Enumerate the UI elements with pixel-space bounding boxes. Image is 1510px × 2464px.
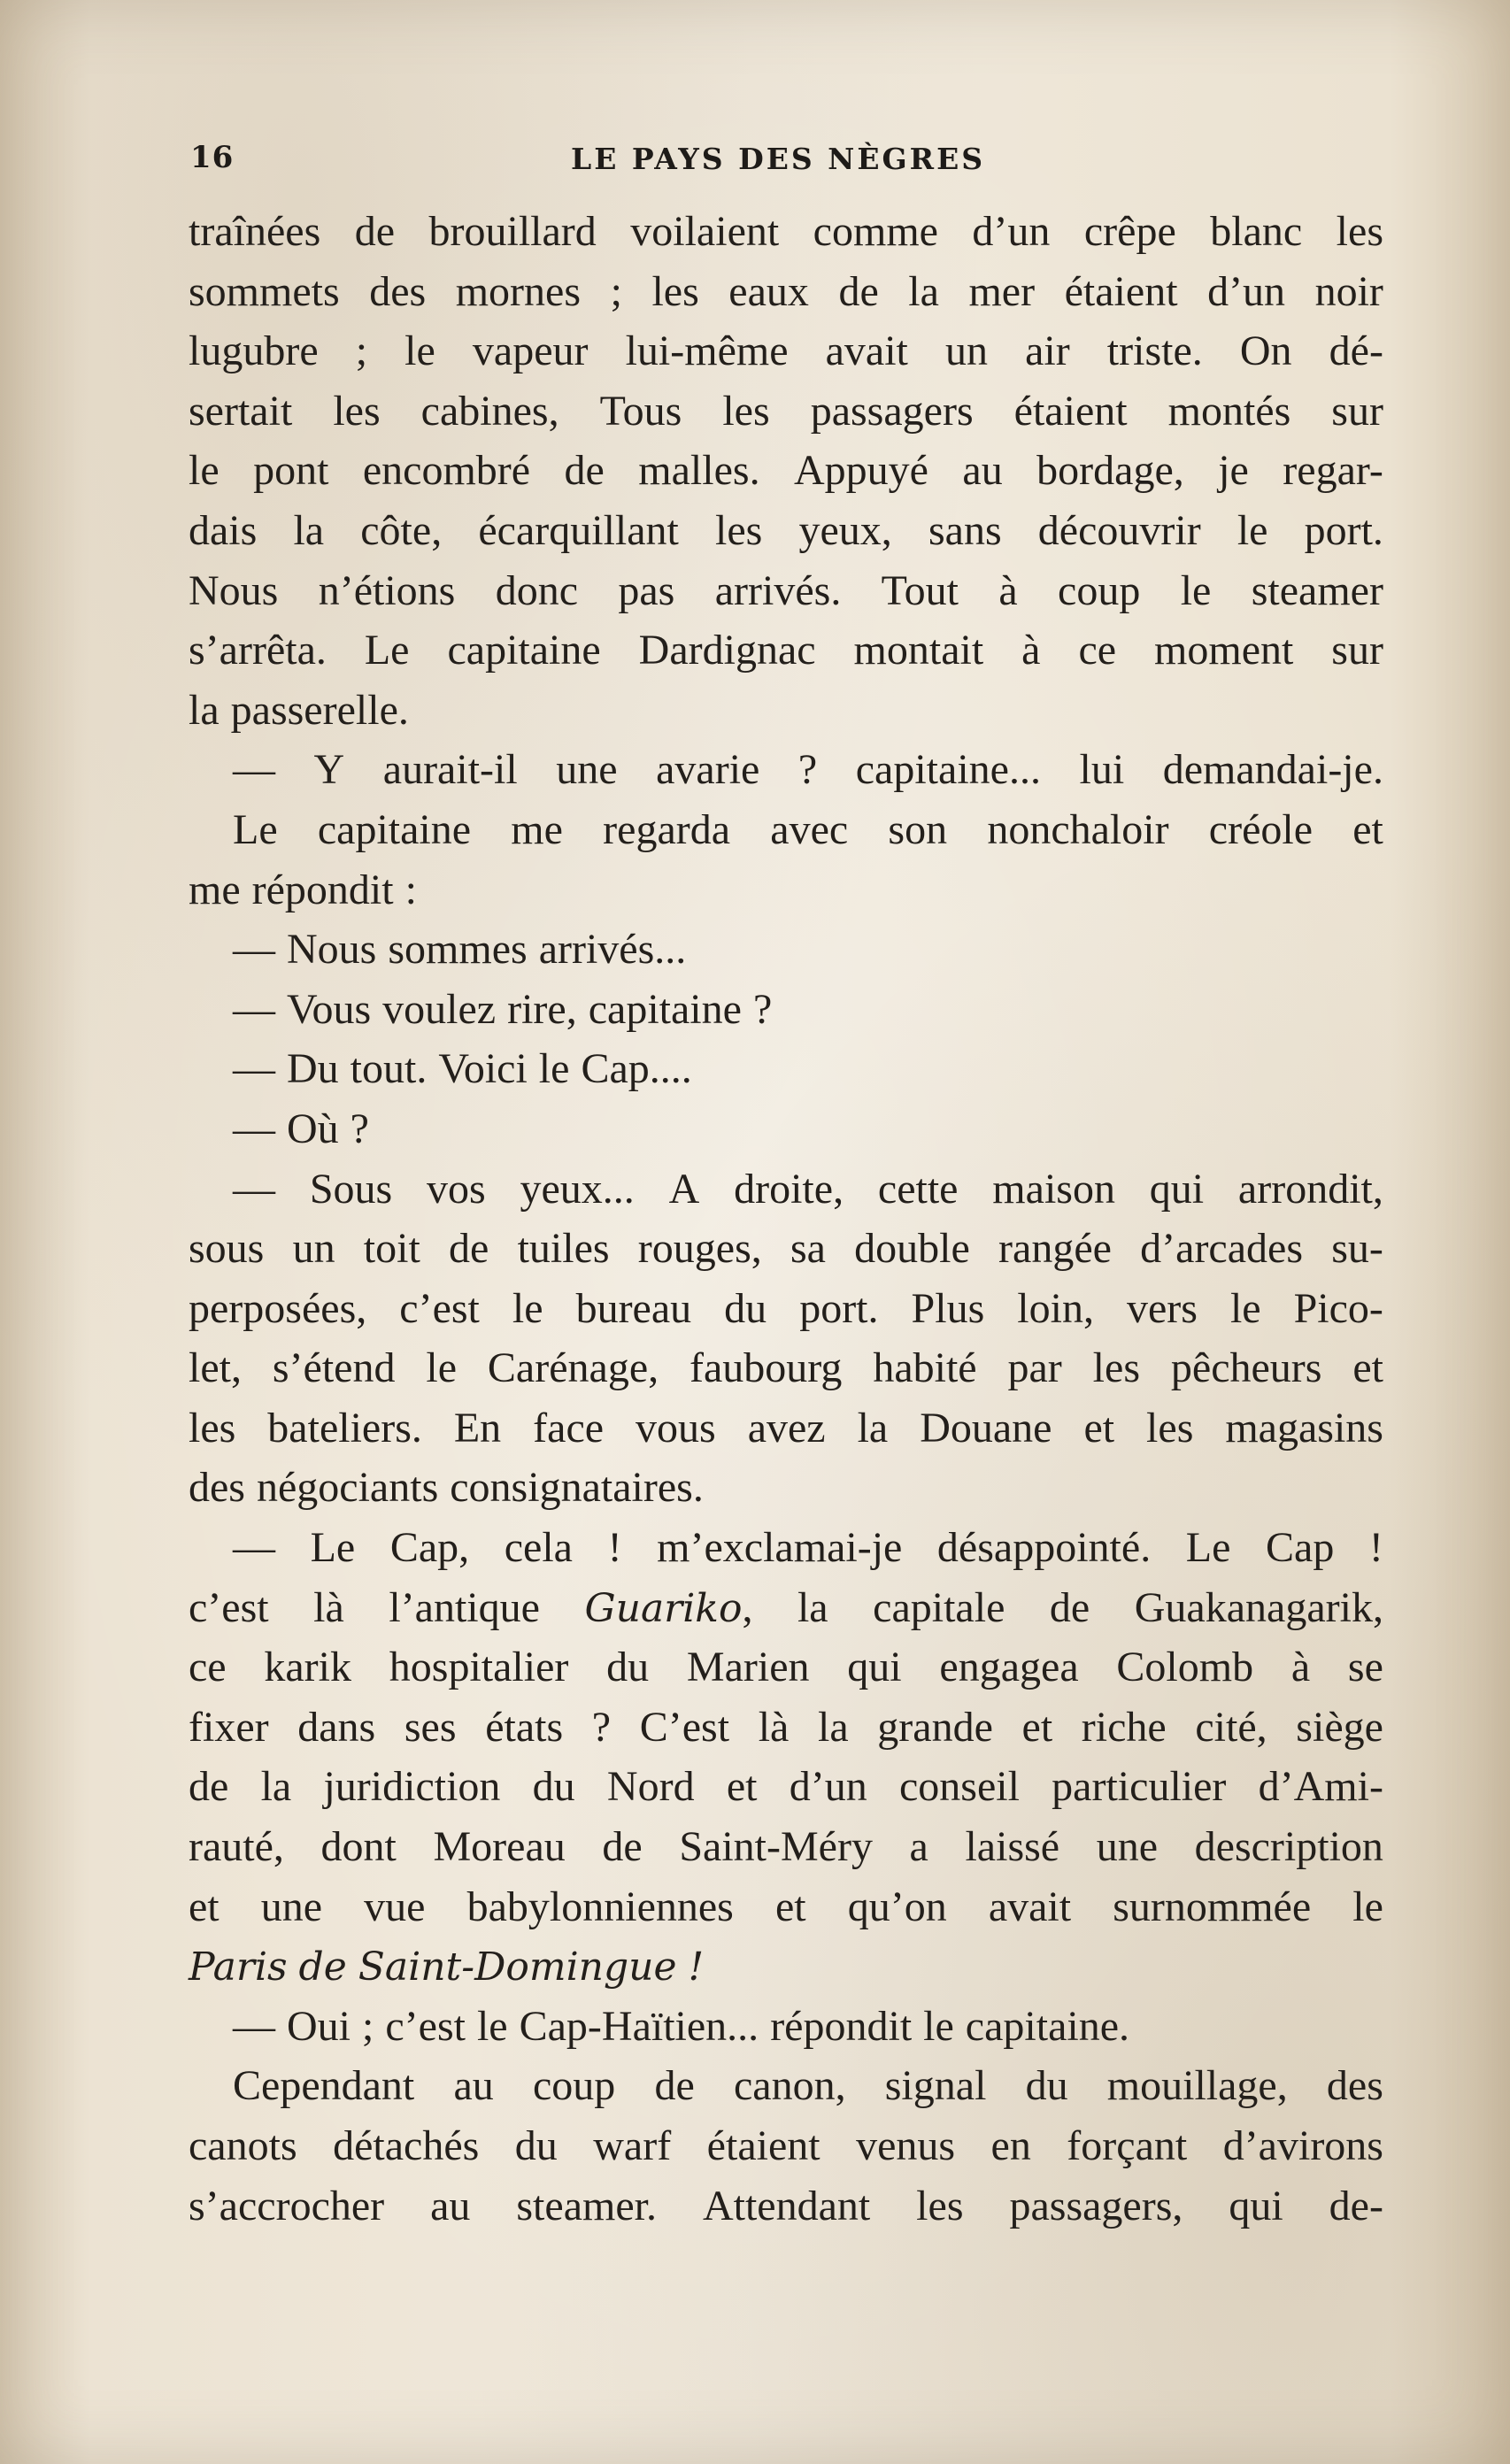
page-number: 16 (190, 140, 235, 175)
text-line: — Où ? (233, 1105, 369, 1152)
text-line: des négociants consignataires. (189, 1464, 704, 1512)
text-line: les bateliers. En face vous avez la Douane et les magasins (189, 1404, 1383, 1451)
text-line: sommets des mornes ; les eaux de la mer étaient d’un noir (189, 267, 1383, 315)
text-line: lugubre ; le vapeur lui-même avait un air triste. On dé- (189, 327, 1383, 375)
text-line: — Sous vos yeux... A droite, cette maison qui arrondit, (233, 1165, 1383, 1213)
text-line: fixer dans ses états ? C’est là la grande et riche cité, siège (189, 1703, 1383, 1751)
text-line: sertait les cabines, Tous les passagers étaient montés sur (189, 387, 1383, 435)
text-line: c’est là l’antique Guariko, la capitale de Guakanagarik, (189, 1583, 1383, 1631)
text-line: sous un toit de tuiles rouges, sa double rangée d’arcades su- (189, 1225, 1383, 1273)
text-line: — Vous voulez rire, capitaine ? (233, 985, 773, 1033)
text-line: et une vue babylonniennes et qu’on avait surnommée le (189, 1883, 1383, 1930)
text-line: Cependant au coup de canon, signal du mouillage, des (233, 2062, 1383, 2110)
text-line: s’arrêta. Le capitaine Dardignac montait à ce moment sur (189, 627, 1383, 674)
text-line: ce karik hospitalier du Marien qui engagea Colomb à se (189, 1644, 1383, 1691)
text-line: — Y aurait-il une avarie ? capitaine... lui demandai-je. (233, 746, 1383, 794)
text-line: canots détachés du warf étaient venus en forçant d’avirons (189, 2122, 1383, 2169)
text-line: perposées, c’est le bureau du port. Plus loin, vers le Pico- (189, 1284, 1383, 1332)
text-line: dais la côte, écarquillant les yeux, sans découvrir le port. (189, 506, 1383, 554)
body-text (189, 202, 1383, 2236)
text-line: la passerelle. (189, 686, 409, 734)
text-line: Nous n’étions donc pas arrivés. Tout à coup le steamer (189, 566, 1383, 614)
text-line: de la juridiction du Nord et d’un conseil particulier d’Ami- (189, 1763, 1383, 1811)
text-line: le pont encombré de malles. Appuyé au bordage, je regar- (189, 447, 1383, 495)
text-line: — Nous sommes arrivés... (233, 926, 687, 974)
text-line: me répondit : (189, 866, 417, 913)
text-line: rauté, dont Moreau de Saint-Méry a laissé une description (189, 1823, 1383, 1871)
text-line: — Du tout. Voici le Cap.... (233, 1045, 692, 1093)
text-line: s’accrocher au steamer. Attendant les passagers, qui de- (189, 2182, 1383, 2229)
running-head (190, 140, 1385, 184)
text-line: Le capitaine me regarda avec son nonchaloir créole et (233, 805, 1383, 853)
text-line: — Le Cap, cela ! m’exclamai-je désappointé. Le Cap ! (233, 1524, 1383, 1572)
text-line: Paris de Saint-Domingue ! (189, 1944, 705, 1990)
text-line: let, s’étend le Carénage, faubourg habité par les pêcheurs et (189, 1344, 1383, 1392)
text-line: traînées de brouillard voilaient comme d’un crêpe blanc les (189, 208, 1383, 255)
text-line: — Oui ; c’est le Cap-Haïtien... répondit le capitaine. (233, 2002, 1130, 2050)
running-title: LE PAYS DES NÈGRES (571, 142, 986, 176)
